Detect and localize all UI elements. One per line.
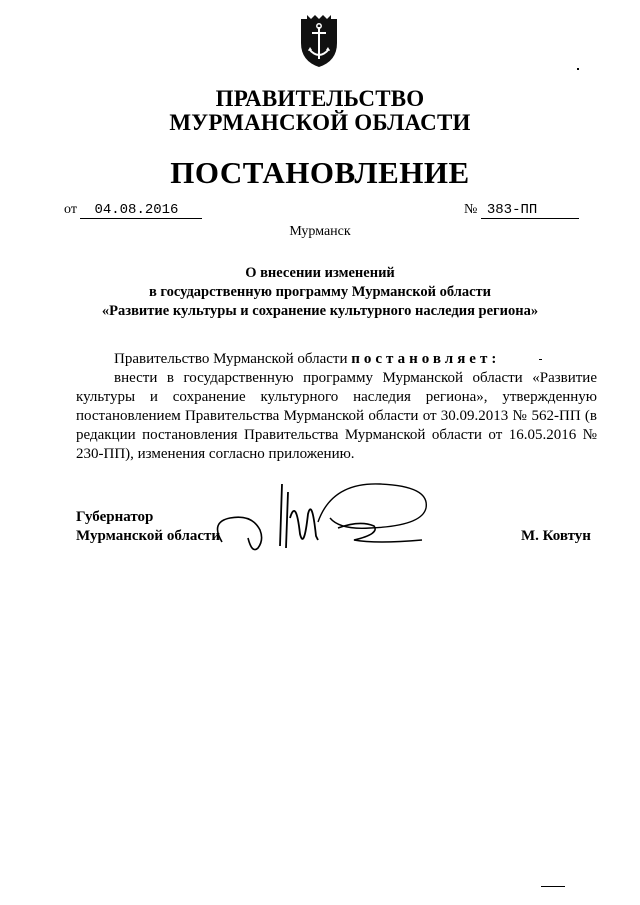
government-name-line1: ПРАВИТЕЛЬСТВО [215,86,425,111]
subject-line3: «Развитие культуры и сохранение культурного наследия региона» [101,303,539,319]
subject-line2: в государственную программу Мурманской области [148,284,492,300]
number-row [464,202,579,219]
scan-speck [541,886,565,887]
government-name-line2: МУРМАНСКОЙ ОБЛАСТИ [169,110,471,135]
scan-speck [539,359,542,360]
resolves-word: постановляет: [351,351,501,367]
date-prefix: от [64,202,77,217]
resolution-paragraph: внести в государственную программу Мурманской области «Развитие культуры и сохранение культурного наследия региона», утвержденную постановлением Правительства Мурманской области от 30.09.2013 № 562-ПП (в редакции постановления Правительства Мурманской области от 16.05.2016 № 230-ПП), изменения согласно приложению. [76,370,597,462]
signatory-name: М. Ковтун [521,528,591,544]
number-prefix: № [464,202,478,217]
date-row [64,202,202,219]
signatory-title-line1: Губернатор [76,509,154,525]
document-number: 383-ПП [481,202,579,219]
document-body [76,350,597,464]
signatory-title-line2: Мурманской области [76,528,221,544]
document-date: 04.08.2016 [80,202,202,219]
intro-text: Правительство Мурманской области [114,351,352,367]
subject-line1: О внесении изменений [245,265,395,281]
city: Мурманск [289,224,351,239]
resolution-intro [76,350,597,369]
handwritten-signature [200,478,440,568]
scan-speck [577,68,579,70]
coat-of-arms-icon [297,13,341,69]
document-type: ПОСТАНОВЛЕНИЕ [170,155,470,190]
